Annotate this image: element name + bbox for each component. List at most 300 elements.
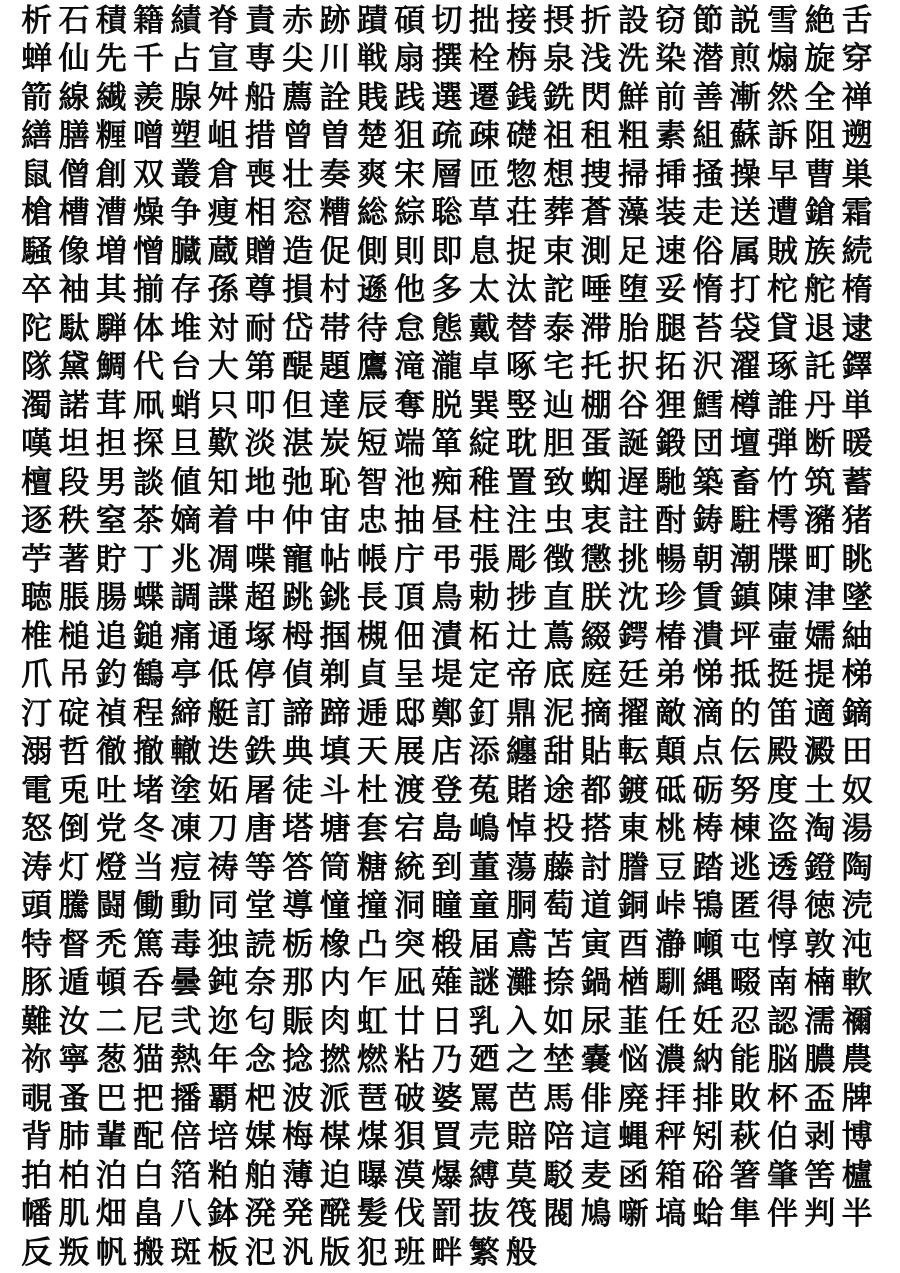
kanji-glyph: 凸: [356, 926, 388, 963]
kanji-glyph: 践: [394, 79, 426, 116]
kanji-glyph: 暖: [841, 426, 873, 463]
kanji-glyph: 髪: [356, 1196, 388, 1233]
kanji-glyph: 接: [506, 2, 537, 39]
kanji-glyph: 濃: [655, 1042, 687, 1079]
kanji-glyph: 如: [543, 1003, 575, 1040]
kanji-glyph: 塘: [319, 811, 351, 848]
kanji-glyph: 祢: [21, 1042, 53, 1079]
kanji-glyph: 草: [468, 195, 500, 232]
kanji-glyph: 瀦: [804, 503, 836, 540]
kanji-glyph: 発: [282, 1196, 314, 1233]
kanji-glyph: 染: [655, 41, 687, 78]
kanji-glyph: 槻: [356, 618, 388, 655]
kanji-glyph: 之: [506, 1042, 537, 1079]
kanji-glyph: 敗: [729, 1080, 761, 1117]
kanji-glyph: 農: [841, 1042, 873, 1079]
kanji-glyph: 墜: [841, 580, 873, 617]
kanji-glyph: 鐸: [841, 349, 873, 386]
kanji-glyph: 柱: [468, 503, 500, 540]
kanji-glyph: 騰: [58, 888, 90, 925]
kanji-glyph: 銅: [617, 888, 649, 925]
kanji-glyph: 滝: [394, 349, 426, 386]
kanji-glyph: 倒: [58, 811, 90, 848]
kanji-glyph: 鳥: [431, 580, 463, 617]
kanji-glyph: 銑: [543, 79, 575, 116]
kanji-glyph: 単: [841, 387, 873, 424]
kanji-glyph: 硲: [692, 1157, 724, 1194]
kanji-glyph: 道: [580, 888, 612, 925]
kanji-glyph: 繁: [468, 1234, 500, 1271]
kanji-glyph: 杷: [244, 1080, 276, 1117]
kanji-glyph: 寵: [282, 541, 314, 578]
kanji-glyph: 凧: [133, 387, 165, 424]
kanji-glyph: 栴: [506, 41, 537, 78]
kanji-glyph: 酉: [617, 926, 649, 963]
kanji-glyph: 匝: [468, 156, 500, 193]
kanji-glyph: 像: [58, 233, 90, 270]
kanji-glyph: 鎗: [804, 195, 836, 232]
kanji-glyph: 船: [244, 79, 276, 116]
kanji-glyph: 双: [133, 156, 165, 193]
kanji-glyph: 梯: [841, 657, 873, 694]
kanji-glyph: 装: [655, 195, 687, 232]
kanji-glyph: 廃: [617, 1080, 649, 1117]
kanji-glyph: 男: [95, 464, 127, 501]
kanji-glyph: 猪: [841, 503, 873, 540]
kanji-glyph: 捗: [506, 580, 537, 617]
kanji-glyph: 挿: [655, 156, 687, 193]
kanji-glyph: 仙: [58, 41, 90, 78]
kanji-glyph: 駄: [58, 310, 90, 347]
kanji-glyph: 読: [244, 926, 276, 963]
kanji-glyph: 岱: [282, 310, 314, 347]
kanji-glyph: 黛: [58, 349, 90, 386]
kanji-glyph: 淘: [804, 811, 836, 848]
kanji-glyph: 造: [282, 233, 314, 270]
kanji-glyph: 巣: [841, 156, 873, 193]
kanji-glyph: 偵: [282, 657, 314, 694]
kanji-glyph: 牌: [841, 1080, 873, 1117]
kanji-glyph: 爽: [356, 156, 388, 193]
kanji-glyph: 績: [170, 2, 202, 39]
kanji-glyph: 註: [617, 503, 649, 540]
kanji-glyph: 妥: [655, 272, 687, 309]
kanji-glyph: 莫: [506, 1157, 537, 1194]
kanji-glyph: 頓: [95, 965, 127, 1002]
kanji-glyph: 糟: [319, 195, 351, 232]
kanji-glyph: 虹: [356, 1003, 388, 1040]
kanji-glyph: 賑: [282, 1003, 314, 1040]
kanji-glyph: 頂: [394, 580, 426, 617]
kanji-glyph: 脊: [207, 2, 239, 39]
kanji-glyph: 体: [133, 310, 165, 347]
kanji-glyph: 歎: [207, 426, 239, 463]
kanji-glyph: 日: [431, 1003, 463, 1040]
kanji-glyph: 賎: [356, 79, 388, 116]
kanji-glyph: 曹: [804, 156, 836, 193]
kanji-glyph: 仲: [282, 503, 314, 540]
kanji-glyph: 馬: [543, 1080, 575, 1117]
kanji-glyph: 嬬: [804, 618, 836, 655]
kanji-glyph: 鋳: [692, 503, 724, 540]
kanji-glyph: 呈: [394, 657, 426, 694]
kanji-glyph: 鳶: [506, 926, 537, 963]
kanji-glyph: 前: [655, 79, 687, 116]
kanji-glyph: 忍: [729, 1003, 761, 1040]
kanji-glyph: 池: [394, 464, 426, 501]
kanji-glyph: 宕: [394, 811, 426, 848]
kanji-glyph: 点: [692, 734, 724, 771]
kanji-glyph: 努: [729, 772, 761, 809]
kanji-glyph: 柏: [58, 1157, 90, 1194]
kanji-glyph: 羨: [133, 79, 165, 116]
kanji-glyph: 萄: [543, 888, 575, 925]
kanji-glyph: 鎚: [133, 618, 165, 655]
kanji-glyph: 値: [170, 464, 202, 501]
kanji-glyph: 辰: [356, 387, 388, 424]
kanji-glyph: 致: [543, 464, 575, 501]
kanji-glyph: 千: [133, 41, 165, 78]
kanji-glyph: 討: [580, 849, 612, 886]
kanji-glyph: 早: [767, 156, 799, 193]
kanji-glyph: 訴: [767, 118, 799, 155]
kanji-glyph: 訂: [244, 695, 276, 732]
kanji-glyph: 屠: [244, 772, 276, 809]
kanji-glyph: 層: [431, 156, 463, 193]
kanji-glyph: 泊: [95, 1157, 127, 1194]
kanji-glyph: 詮: [319, 79, 351, 116]
kanji-glyph: 狸: [655, 387, 687, 424]
kanji-glyph: 打: [729, 272, 761, 309]
kanji-glyph: 僧: [58, 156, 90, 193]
kanji-glyph: 乳: [468, 1003, 500, 1040]
kanji-glyph: 張: [468, 541, 500, 578]
kanji-glyph: 碩: [394, 2, 426, 39]
kanji-glyph: 捉: [506, 233, 537, 270]
kanji-glyph: 内: [319, 965, 351, 1002]
kanji-glyph: 檀: [21, 464, 53, 501]
kanji-glyph: 朝: [692, 541, 724, 578]
kanji-glyph: 鏑: [841, 695, 873, 732]
kanji-glyph: 炭: [319, 426, 351, 463]
kanji-glyph: 淡: [244, 426, 276, 463]
kanji-glyph: 琢: [767, 349, 799, 386]
kanji-glyph: 斑: [170, 1234, 202, 1271]
kanji-glyph: 秤: [655, 1119, 687, 1156]
kanji-glyph: 壇: [729, 426, 761, 463]
kanji-glyph: 届: [468, 926, 500, 963]
kanji-glyph: 董: [468, 849, 500, 886]
kanji-glyph: 鶴: [133, 657, 165, 694]
kanji-glyph: 冬: [133, 811, 165, 848]
kanji-glyph: 葱: [95, 1042, 127, 1079]
kanji-glyph: 底: [543, 657, 575, 694]
kanji-glyph: 醗: [319, 1196, 351, 1233]
kanji-glyph: 臓: [170, 233, 202, 270]
kanji-glyph: 培: [207, 1119, 239, 1156]
kanji-glyph: 撰: [431, 41, 463, 78]
kanji-glyph: 託: [804, 349, 836, 386]
kanji-glyph: 登: [431, 772, 463, 809]
kanji-glyph: 膿: [804, 1042, 836, 1079]
kanji-glyph: 速: [655, 233, 687, 270]
kanji-glyph: 著: [58, 541, 90, 578]
kanji-glyph: 噌: [133, 118, 165, 155]
kanji-glyph: 霜: [841, 195, 873, 232]
kanji-glyph: 積: [95, 2, 127, 39]
kanji-glyph: 然: [767, 79, 799, 116]
kanji-glyph: 鼎: [506, 695, 537, 732]
kanji-glyph: 胎: [617, 310, 649, 347]
kanji-glyph: 責: [244, 2, 276, 39]
kanji-glyph: 駁: [543, 1157, 575, 1194]
kanji-glyph: 伯: [767, 1119, 799, 1156]
kanji-glyph: 顛: [655, 734, 687, 771]
kanji-glyph: 俳: [580, 1080, 612, 1117]
kanji-glyph: 抜: [468, 1196, 500, 1233]
kanji-glyph: 痘: [170, 849, 202, 886]
kanji-glyph: 痴: [431, 464, 463, 501]
kanji-glyph: 都: [580, 772, 612, 809]
kanji-glyph: 峠: [655, 888, 687, 925]
kanji-glyph: 石: [58, 2, 90, 39]
kanji-glyph: 特: [21, 926, 53, 963]
kanji-glyph: 反: [21, 1234, 53, 1271]
kanji-glyph: 灯: [58, 849, 90, 886]
kanji-glyph: 盃: [804, 1080, 836, 1117]
kanji-glyph: 談: [133, 464, 165, 501]
kanji-glyph: 段: [58, 464, 90, 501]
kanji-glyph: 糖: [356, 849, 388, 886]
kanji-glyph: 芭: [506, 1080, 537, 1117]
kanji-glyph: 督: [58, 926, 90, 963]
kanji-glyph: 争: [170, 195, 202, 232]
kanji-glyph: 導: [282, 888, 314, 925]
kanji-glyph: 畜: [729, 464, 761, 501]
kanji-glyph: 徹: [95, 734, 127, 771]
kanji-glyph: 隼: [729, 1196, 761, 1233]
kanji-glyph: 綻: [468, 426, 500, 463]
kanji-glyph: 槽: [58, 195, 90, 232]
kanji-glyph: 袖: [58, 272, 90, 309]
kanji-glyph: 濡: [804, 1003, 836, 1040]
kanji-glyph: 梼: [692, 811, 724, 848]
kanji-glyph: 繊: [95, 79, 127, 116]
kanji-glyph: 替: [506, 310, 537, 347]
kanji-glyph: 耐: [244, 310, 276, 347]
kanji-glyph: 適: [804, 695, 836, 732]
kanji-glyph: 銭: [506, 79, 537, 116]
kanji-glyph: 遷: [468, 79, 500, 116]
kanji-glyph: 胴: [506, 888, 537, 925]
kanji-glyph: 衷: [580, 503, 612, 540]
kanji-glyph: 調: [170, 580, 202, 617]
kanji-glyph: 曽: [319, 118, 351, 155]
kanji-glyph: 狙: [394, 118, 426, 155]
kanji-glyph: 肌: [58, 1196, 90, 1233]
kanji-glyph: 疎: [468, 118, 500, 155]
kanji-glyph: 徴: [543, 541, 575, 578]
kanji-glyph: 属: [729, 233, 761, 270]
kanji-glyph: 多: [431, 272, 463, 309]
kanji-glyph: 把: [133, 1080, 165, 1117]
kanji-glyph: 太: [468, 272, 500, 309]
kanji-glyph: 定: [468, 657, 500, 694]
kanji-glyph: 閥: [543, 1196, 575, 1233]
kanji-glyph: 昼: [431, 503, 463, 540]
kanji-glyph: 破: [394, 1080, 426, 1117]
kanji-glyph: 達: [319, 387, 351, 424]
kanji-glyph: 壷: [767, 618, 799, 655]
kanji-glyph: 疏: [431, 118, 463, 155]
kanji-glyph: 奏: [319, 156, 351, 193]
kanji-glyph: 展: [394, 734, 426, 771]
kanji-glyph: 萩: [729, 1119, 761, 1156]
kanji-glyph: 套: [356, 811, 388, 848]
kanji-glyph: 婆: [431, 1080, 463, 1117]
kanji-glyph: 痛: [170, 618, 202, 655]
kanji-glyph: 廷: [617, 657, 649, 694]
kanji-glyph: 溺: [21, 734, 53, 771]
kanji-glyph: 呑: [133, 965, 165, 1002]
kanji-glyph: 燈: [95, 849, 127, 886]
kanji-glyph: 柁: [767, 272, 799, 309]
kanji-glyph: 統: [394, 849, 426, 886]
kanji-glyph: 側: [356, 233, 388, 270]
kanji-glyph: 尊: [244, 272, 276, 309]
kanji-glyph: 派: [319, 1080, 351, 1117]
kanji-character-grid: [18, 2, 886, 1271]
kanji-glyph: 刀: [207, 811, 239, 848]
kanji-glyph: 縛: [468, 1157, 500, 1194]
kanji-glyph: 宅: [543, 349, 575, 386]
kanji-glyph: 配: [133, 1119, 165, 1156]
kanji-glyph: 跳: [282, 580, 314, 617]
kanji-glyph: 汰: [506, 272, 537, 309]
kanji-glyph: 認: [767, 1003, 799, 1040]
kanji-glyph: 珍: [655, 580, 687, 617]
kanji-glyph: 堕: [617, 272, 649, 309]
kanji-glyph: 売: [468, 1119, 500, 1156]
kanji-glyph: 豆: [655, 849, 687, 886]
kanji-glyph: 置: [506, 464, 537, 501]
kanji-glyph: 相: [244, 195, 276, 232]
kanji-glyph: 釘: [468, 695, 500, 732]
kanji-glyph: 背: [21, 1119, 53, 1156]
kanji-glyph: 蔵: [207, 233, 239, 270]
kanji-glyph: 掻: [692, 156, 724, 193]
kanji-glyph: 薄: [282, 1157, 314, 1194]
kanji-glyph: 選: [431, 79, 463, 116]
kanji-glyph: 第: [244, 349, 276, 386]
kanji-glyph: 通: [207, 618, 239, 655]
kanji-glyph: 謎: [468, 965, 500, 1002]
kanji-glyph: 停: [244, 657, 276, 694]
kanji-glyph: 箭: [21, 79, 53, 116]
kanji-glyph: 帯: [319, 310, 351, 347]
kanji-glyph: 等: [244, 849, 276, 886]
kanji-glyph: 蛤: [692, 1196, 724, 1233]
kanji-glyph: 典: [282, 734, 314, 771]
kanji-glyph: 廼: [468, 1042, 500, 1079]
kanji-glyph: 酎: [655, 503, 687, 540]
kanji-glyph: 穿: [841, 41, 873, 78]
kanji-glyph: 掃: [617, 156, 649, 193]
kanji-glyph: 操: [729, 156, 761, 193]
kanji-glyph: 年: [207, 1042, 239, 1079]
kanji-glyph: 茸: [95, 387, 127, 424]
kanji-glyph: 弐: [170, 1003, 202, 1040]
kanji-glyph: 短: [356, 426, 388, 463]
kanji-glyph: 代: [133, 349, 165, 386]
kanji-glyph: 幡: [21, 1196, 53, 1233]
kanji-glyph: 湯: [841, 811, 873, 848]
kanji-glyph: 辿: [543, 387, 575, 424]
kanji-glyph: 増: [95, 233, 127, 270]
kanji-glyph: 田: [841, 734, 873, 771]
kanji-glyph: 禅: [841, 79, 873, 116]
kanji-glyph: 諜: [207, 580, 239, 617]
kanji-glyph: 措: [244, 118, 276, 155]
kanji-glyph: 媒: [244, 1119, 276, 1156]
kanji-glyph: 寅: [580, 926, 612, 963]
kanji-glyph: 澱: [804, 734, 836, 771]
kanji-glyph: 弟: [655, 657, 687, 694]
kanji-glyph: 怒: [21, 811, 53, 848]
kanji-glyph: 追: [95, 618, 127, 655]
kanji-glyph: 転: [617, 734, 649, 771]
kanji-glyph: 填: [319, 734, 351, 771]
kanji-glyph: 楕: [841, 272, 873, 309]
kanji-glyph: 帆: [95, 1234, 127, 1271]
kanji-glyph: 線: [58, 79, 90, 116]
kanji-glyph: 濁: [21, 387, 53, 424]
kanji-glyph: 戦: [356, 41, 388, 78]
kanji-glyph: 薙: [431, 965, 463, 1002]
kanji-glyph: 騒: [21, 233, 53, 270]
kanji-glyph: 賭: [506, 772, 537, 809]
kanji-glyph: 買: [431, 1119, 463, 1156]
kanji-glyph: 纏: [506, 734, 537, 771]
kanji-glyph: 博: [841, 1119, 873, 1156]
kanji-glyph: 孫: [207, 272, 239, 309]
kanji-glyph: 徒: [282, 772, 314, 809]
kanji-glyph: 曾: [282, 118, 314, 155]
kanji-glyph: 乍: [356, 965, 388, 1002]
kanji-glyph: 曝: [356, 1157, 388, 1194]
kanji-glyph: 罵: [468, 1080, 500, 1117]
kanji-glyph: 但: [282, 387, 314, 424]
kanji-glyph: 這: [580, 1119, 612, 1156]
kanji-glyph: 曇: [170, 965, 202, 1002]
kanji-glyph: 櫨: [841, 1157, 873, 1194]
kanji-glyph: 帖: [319, 541, 351, 578]
kanji-glyph: 禎: [95, 695, 127, 732]
kanji-glyph: 誕: [617, 426, 649, 463]
kanji-glyph: 洞: [394, 888, 426, 925]
kanji-glyph: 樗: [767, 503, 799, 540]
kanji-glyph: 断: [804, 426, 836, 463]
kanji-glyph: 汎: [282, 1234, 314, 1271]
kanji-glyph: 舛: [207, 79, 239, 116]
kanji-glyph: 倉: [207, 156, 239, 193]
kanji-glyph: 溌: [244, 1196, 276, 1233]
kanji-glyph: 熱: [170, 1042, 202, 1079]
kanji-glyph: 鐙: [804, 849, 836, 886]
kanji-glyph: 他: [394, 272, 426, 309]
kanji-glyph: 舌: [841, 2, 873, 39]
kanji-glyph: 蕩: [506, 849, 537, 886]
